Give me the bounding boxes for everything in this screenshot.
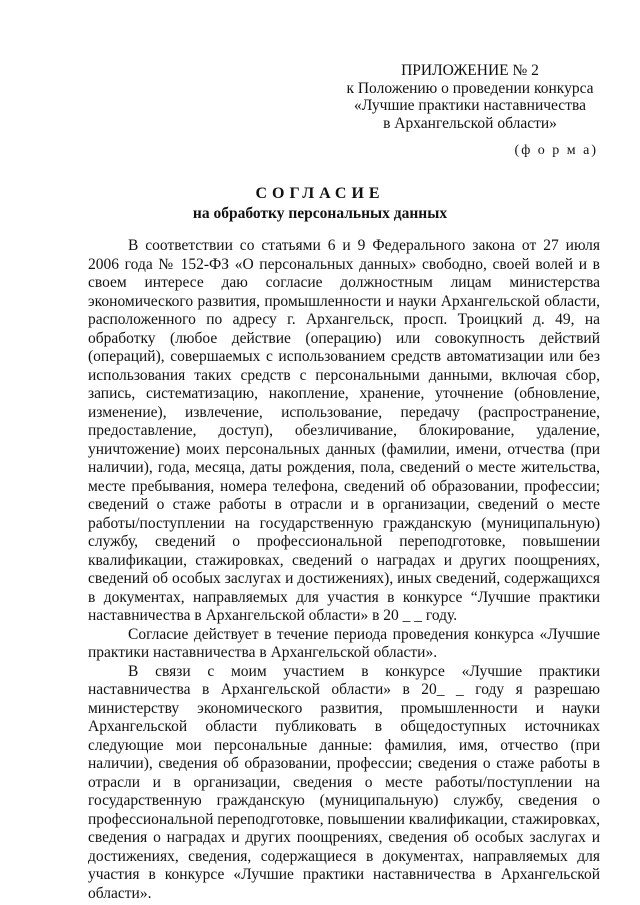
paragraph: Согласие действует в течение периода проведения конкурса «Лучшие практики наставничества в Архангельской области». — [88, 625, 600, 661]
paragraph: В связи с моим участием в конкурсе «Лучшие практики наставничества в Архангельской области» в 20_ _ году я разрешаю министерству экономического развития, промышленности и науки Архангельской области публиковать в общедоступных источниках следующие мои персональные данные: фамилия, имя, отчество (при наличии), сведения об образовании, профессии; сведения о стаже работы в отрасли и в организации, сведения о месте работы/поступлении на государственную гражданскую (муниципальную) службу, сведения о профессиональной переподготовке, повышении квалификации, стажировках, сведения о наградах и других поощрениях, сведения об особых заслугах и достижениях, сведения, содержащиеся в документах, направляемых для участия в конкурсе «Лучшие практики наставничества в Архангельской области». — [88, 662, 600, 902]
document-body — [88, 237, 600, 903]
appendix-heading: ПРИЛОЖЕНИЕ № 2 — [401, 62, 539, 79]
document-title: СОГЛАСИЕ — [255, 185, 385, 202]
appendix-header — [330, 62, 610, 132]
appendix-line: «Лучшие практики наставничества — [354, 97, 586, 115]
document-subtitle: на обработку персональных данных — [192, 205, 448, 222]
appendix-line: к Положению о проведении конкурса — [346, 79, 594, 97]
form-note: (ф о р м а) — [514, 143, 598, 158]
paragraph: В соответствии со статьями 6 и 9 Федерального закона от 27 июля 2006 года № 152-ФЗ «О персональных данных» свободно, своей волей и в своем интересе даю согласие должностным лицам министерства экономического развития, промышленности и науки Архангельской области, расположенного по адресу г. Архангельск, просп. Троицкий д. 49, на обработку (любое действие (операцию) или совокупность действий (операций), совершаемых с использованием средств автоматизации или без использования таких средств с персональными данными, включая сбор, запись, систематизацию, накопление, хранение, уточнение (обновление, изменение), извлечение, использование, передачу (распространение, предоставление, доступ), обезличивание, блокирование, удаление, уничтожение) моих персональных данных (фамилии, имени, отчества (при наличии), года, месяца, даты рождения, пола, сведений о месте жительства, месте пребывания, номера телефона, сведений об образовании, профессии; сведений о стаже работы в отрасли и в организации, сведений о месте работы/поступлении на государственную гражданскую (муниципальную) службу, сведений о профессиональной переподготовке, повышении квалификации, стажировках, сведений о наградах и других поощрениях, сведений об особых заслугах и достижениях), иных сведений, содержащихся в документах, направляемых для участия в конкурсе “Лучшие практики наставничества в Архангельской области» в 20 _ _ году. — [88, 237, 600, 624]
appendix-line: в Архангельской области» — [383, 114, 557, 132]
